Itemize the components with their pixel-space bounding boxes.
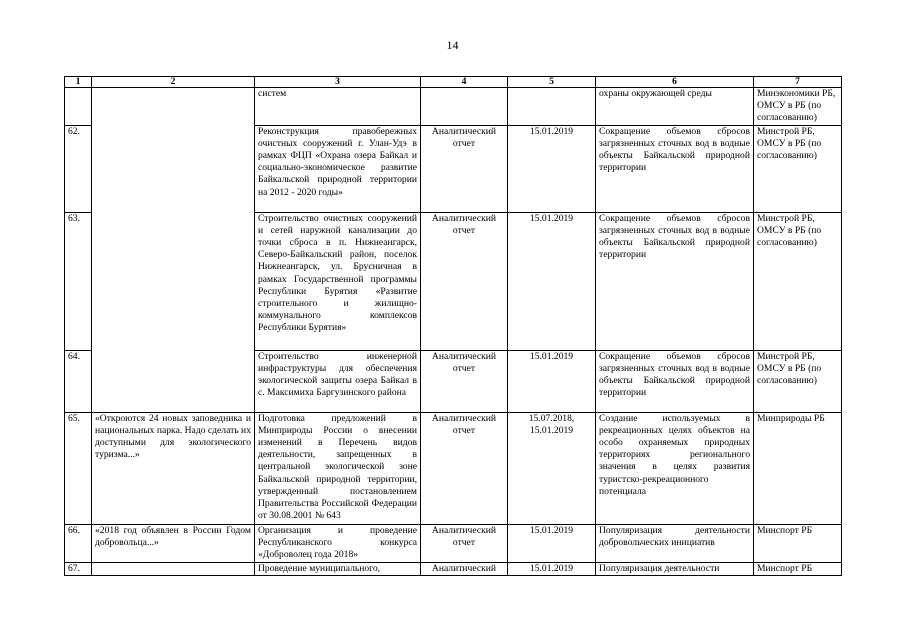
responsible-cell: Минспорт РБ bbox=[754, 524, 842, 562]
result-cell: Сокращение объемов сбросов загрязненных сточных вод в водные объекты Байкальской природной территории bbox=[596, 212, 754, 350]
responsible-cell: Минприроды РБ bbox=[754, 412, 842, 524]
quote-cell: «Откроются 24 новых заповедника и национальных парка. Надо сделать их доступными для экологического туризма...» bbox=[92, 412, 255, 524]
date-cell: 15.07.2018, 15.01.2019 bbox=[508, 412, 596, 524]
quote-cell bbox=[92, 88, 255, 413]
quote-cell bbox=[92, 562, 255, 575]
date-cell: 15.01.2019 bbox=[508, 125, 596, 212]
result-cell: Сокращение объемов сбросов загрязненных сточных вод в водные объекты Байкальской природной территории bbox=[596, 125, 754, 212]
table-row bbox=[65, 524, 842, 562]
header-row bbox=[65, 77, 842, 88]
page-number: 14 bbox=[446, 38, 459, 52]
action-cell: Проведение муниципального, bbox=[255, 562, 421, 575]
action-cell: Реконструкция правобережных очистных сооружений г. Улан-Удэ в рамках ФЦП «Охрана озера Байкал и социально-экономическое развитие Байкальской природной территории на 2012 - 2020 годы» bbox=[255, 125, 421, 212]
plan-table bbox=[64, 76, 842, 576]
form-cell: Аналитический отчет bbox=[421, 212, 508, 350]
action-cell: систем bbox=[255, 88, 421, 126]
responsible-cell: Минэкономики РБ, ОМСУ в РБ (по согласованию) bbox=[754, 88, 842, 126]
row-number: 63. bbox=[65, 212, 92, 350]
action-cell: Организация и проведение Республиканского конкурса «Доброволец года 2018» bbox=[255, 524, 421, 562]
result-cell: Сокращение объемов сбросов загрязненных сточных вод в водные объекты Байкальской природной территории bbox=[596, 350, 754, 412]
date-cell bbox=[508, 88, 596, 126]
date-cell: 15.01.2019 bbox=[508, 562, 596, 575]
responsible-cell: Минстрой РБ, ОМСУ в РБ (по согласованию) bbox=[754, 125, 842, 212]
form-cell: Аналитический отчет bbox=[421, 524, 508, 562]
form-cell bbox=[421, 88, 508, 126]
row-number: 66. bbox=[65, 524, 92, 562]
responsible-cell: Минстрой РБ, ОМСУ в РБ (по согласованию) bbox=[754, 350, 842, 412]
result-cell: охраны окружающей среды bbox=[596, 88, 754, 126]
header-cell: 4 bbox=[421, 77, 508, 88]
responsible-cell: Минспорт РБ bbox=[754, 562, 842, 575]
row-number: 62. bbox=[65, 125, 92, 212]
header-cell: 5 bbox=[508, 77, 596, 88]
result-cell: Популяризация деятельности bbox=[596, 562, 754, 575]
table-row bbox=[65, 562, 842, 575]
result-cell: Популяризация деятельности добровольческих инициатив bbox=[596, 524, 754, 562]
action-cell: Подготовка предложений в Минприроды России о внесении изменений в Перечень видов деятельности, запрещенных в центральной экологической зоне Байкальской природной территории, утвержденный постановлением Правительства Российской Федерации от 30.08.2001 № 643 bbox=[255, 412, 421, 524]
header-cell: 7 bbox=[754, 77, 842, 88]
responsible-cell: Минстрой РБ, ОМСУ в РБ (по согласованию) bbox=[754, 212, 842, 350]
form-cell: Аналитический bbox=[421, 562, 508, 575]
table-row bbox=[65, 88, 842, 126]
date-cell: 15.01.2019 bbox=[508, 350, 596, 412]
form-cell: Аналитический отчет bbox=[421, 125, 508, 212]
row-number bbox=[65, 88, 92, 126]
row-number: 64. bbox=[65, 350, 92, 412]
header-cell: 1 bbox=[65, 77, 92, 88]
header-cell: 6 bbox=[596, 77, 754, 88]
action-cell: Строительство очистных сооружений и сетей наружной канализации до точки сброса в п. Нижнеангарск, Северо-Байкальский район, поселок Нижнеангарск, ул. Брусничная в рамках Государственной программы Республики Бурятия «Развитие строительного и жилищно-коммунального комплексов Республики Бурятия» bbox=[255, 212, 421, 350]
action-cell: Строительство инженерной инфраструктуры для обеспечения экологической защиты озера Байкал в с. Максимиха Баргузинского района bbox=[255, 350, 421, 412]
date-cell: 15.01.2019 bbox=[508, 524, 596, 562]
result-cell: Создание используемых в рекреационных целях объектов на особо охраняемых природных территориях регионального значения в целях развития туристско-рекреационного потенциала bbox=[596, 412, 754, 524]
form-cell: Аналитический отчет bbox=[421, 412, 508, 524]
row-number: 65. bbox=[65, 412, 92, 524]
header-cell: 2 bbox=[92, 77, 255, 88]
quote-cell: «2018 год объявлен в России Годом добровольца...» bbox=[92, 524, 255, 562]
date-cell: 15.01.2019 bbox=[508, 212, 596, 350]
row-number: 67. bbox=[65, 562, 92, 575]
header-cell: 3 bbox=[255, 77, 421, 88]
table-row bbox=[65, 412, 842, 524]
form-cell: Аналитический отчет bbox=[421, 350, 508, 412]
